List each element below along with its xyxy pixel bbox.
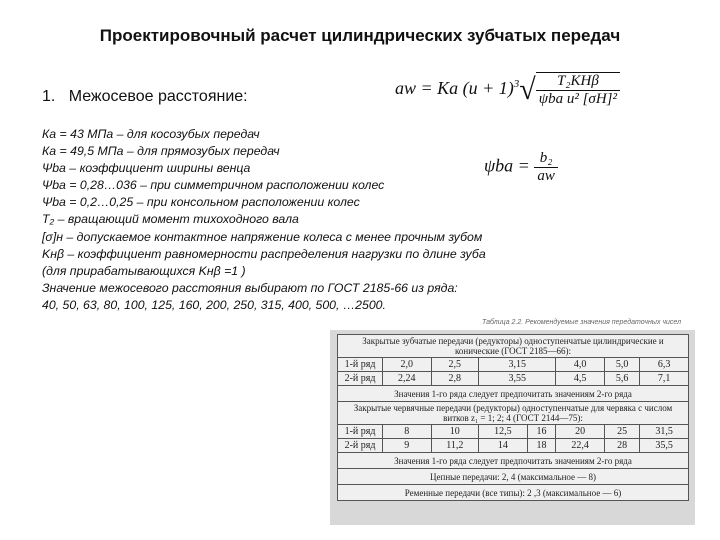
formula2-fraction (534, 150, 558, 185)
definition-line: [σ]н – допускаемое контактное напряжение колеса с менее прочным зубом (42, 229, 483, 244)
table-row (338, 372, 689, 386)
table-cell: 28 (604, 439, 639, 453)
definition-line: Ψba = 0,28…036 – при симметричном расположении колес (42, 178, 385, 193)
root-sign-icon: √ (519, 73, 536, 106)
row-label: 2-й ряд (338, 439, 383, 453)
formula1-denominator: ψba u² [σH]² (538, 91, 617, 107)
formula1-fraction (536, 72, 620, 108)
definition-line: Ψba = 0,2…0,25 – при консольном расположении колес (42, 195, 360, 210)
formula2-numerator: b₂ (534, 150, 558, 168)
table-cell: 2,8 (431, 372, 479, 386)
definition-line: Ка = 49,5 МПа – для прямозубых передач (42, 144, 280, 159)
definition-line: (для прирабатывающихся Kнβ =1 ) (42, 263, 246, 278)
table-cell: 3,55 (479, 372, 556, 386)
definition-line: Значение межосевого расстояния выбирают по ГОСТ 2185-66 из ряда: (42, 280, 458, 295)
chain-drive-row: Цепные передачи: 2, 4 (максимальное — 8) (338, 469, 689, 485)
table-row (338, 469, 689, 485)
table-row (338, 485, 689, 501)
table-row (338, 453, 689, 469)
table-cell: 14 (479, 439, 528, 453)
table-cell: 18 (527, 439, 556, 453)
row-label: 1-й ряд (338, 358, 383, 372)
table-row (338, 439, 689, 453)
slide-title: Проектировочный расчет цилиндрических зубчатых передач (99, 26, 621, 45)
table-cell: 4,5 (556, 372, 605, 386)
table-cell: 12,5 (479, 425, 528, 439)
table-cell: 11,2 (431, 439, 479, 453)
belt-drive-row: Ременные передачи (все типы): 2 ,3 (максимальное — 6) (338, 485, 689, 501)
section-heading (42, 88, 248, 106)
definition-line: Ка = 43 МПа – для косозубых передач (42, 127, 260, 141)
table-cell: 25 (604, 425, 639, 439)
table-cell: 6,3 (640, 358, 689, 372)
table-row (338, 386, 689, 402)
center-distance-formula (395, 72, 620, 108)
table-row (338, 335, 689, 358)
formula2-lhs: ψba = (484, 155, 530, 176)
table-cell: 4,0 (556, 358, 605, 372)
table-cell: 2,5 (431, 358, 479, 372)
formula1-numerator: T₂KHβ (536, 73, 620, 91)
definition-line: Kнβ – коэффициент равномерности распределения нагрузки по длине зуба (42, 246, 486, 261)
block1-header: Закрытые зубчатые передачи (редукторы) одноступенчатые цилиндрические и конические (ГОСТ 2185—66): (338, 335, 689, 358)
formula1-lhs: aw = Ka (u + 1) (395, 78, 514, 99)
table-cell: 3,15 (479, 358, 556, 372)
table-cell: 8 (383, 425, 432, 439)
table-cell: 16 (527, 425, 556, 439)
definition-line: 40, 50, 63, 80, 100, 125, 160, 200, 250, 315, 400, 500, …2500. (42, 297, 386, 312)
formula1-root-index: 3 (513, 78, 520, 91)
definition-line: T₂ – вращающий момент тихоходного вала (42, 212, 299, 227)
table-row (338, 402, 689, 425)
section-number: 1. (42, 88, 56, 105)
table-cell: 9 (383, 439, 432, 453)
row-label: 1-й ряд (338, 425, 383, 439)
table-row (338, 425, 689, 439)
table-cell: 31,5 (640, 425, 689, 439)
table-caption: Таблица 2.2. Рекомендуемые значения передаточных чисел (482, 319, 682, 326)
definition-line: Ψba – коэффициент ширины венца (42, 161, 251, 176)
row-label: 2-й ряд (338, 372, 383, 386)
block2-header: Закрытые червячные передачи (редукторы) одноступенчатые для червяка с числом витков z₁ = 1; 2; 4 (ГОСТ 2144—75): (338, 402, 689, 425)
table-cell: 20 (556, 425, 605, 439)
gear-ratio-table (337, 334, 689, 501)
block1-note: Значения 1-го ряда следует предпочитать значениям 2-го ряда (338, 386, 689, 402)
section-heading-text: Межосевое расстояние: (68, 88, 248, 105)
table-cell: 2,0 (383, 358, 432, 372)
table-cell: 2,24 (383, 372, 432, 386)
block2-note: Значения 1-го ряда следует предпочитать значениям 2-го ряда (338, 453, 689, 469)
table-cell: 5,0 (604, 358, 639, 372)
table-row (338, 358, 689, 372)
table-cell: 35,5 (640, 439, 689, 453)
table-cell: 22,4 (556, 439, 605, 453)
table-cell: 10 (431, 425, 479, 439)
definitions-list (42, 126, 512, 314)
table-cell: 7,1 (640, 372, 689, 386)
formula2-denominator: aw (537, 168, 555, 184)
table-cell: 5,6 (604, 372, 639, 386)
